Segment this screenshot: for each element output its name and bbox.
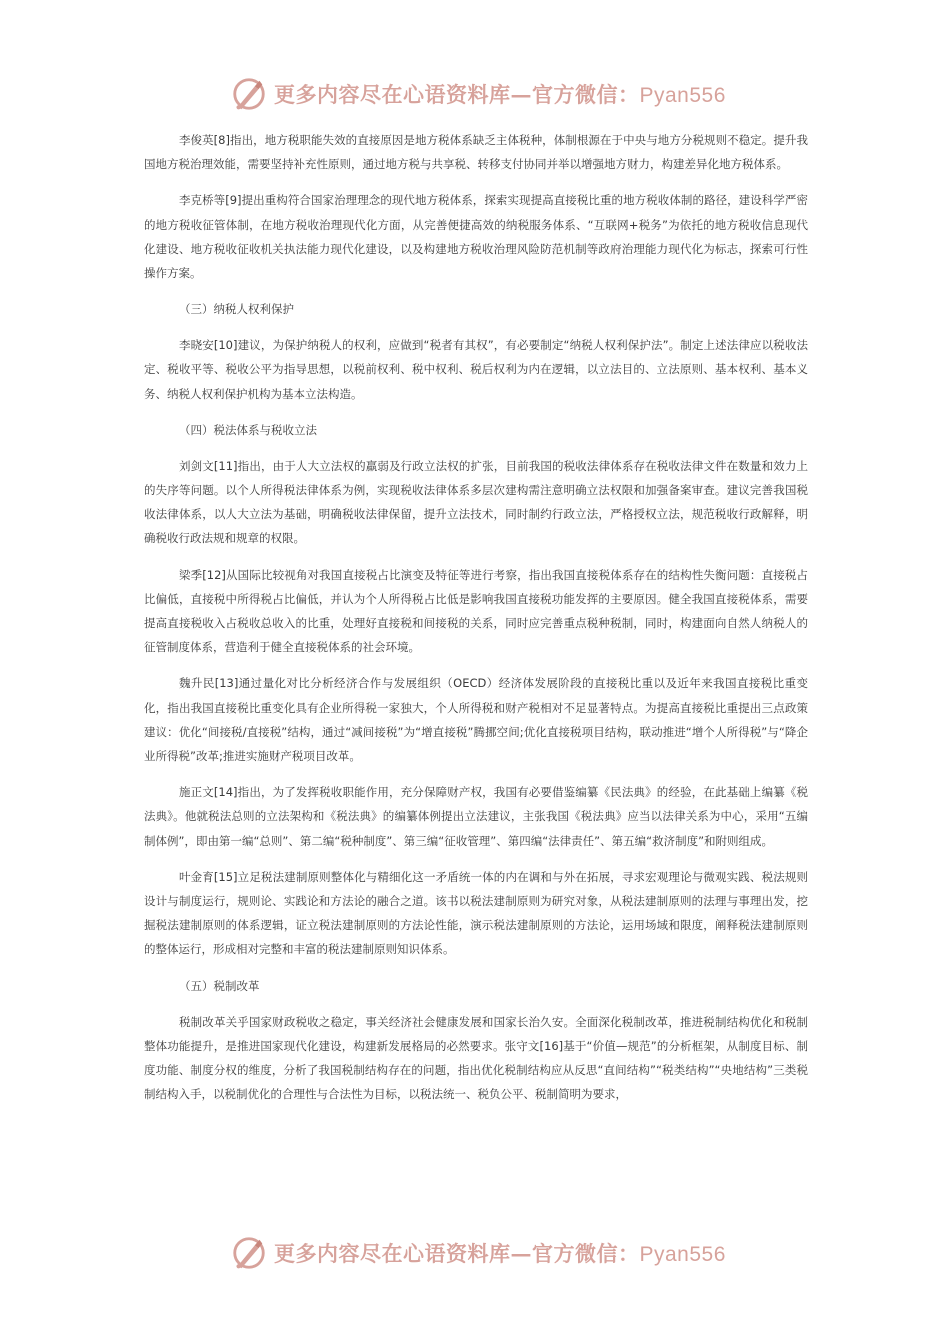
- section-heading-3: （三）纳税人权利保护: [179, 302, 294, 317]
- document-body: [144, 128, 808, 1119]
- paragraph-liang-ji: 梁季[12]从国际比较视角对我国直接税占比演变及特征等进行考察，指出我国直接税体系存在的结构性失衡问题：直接税占比偏低，直接税中所得税占比偏低，并认为个人所得税占比低是影响我国直接税功能发挥的主要原因。健全我国直接税体系，需要提高直接税收入占税收总收入的比重，处理好直接税和间接税的关系，同时应完善重点税种税制，同时，构建面向自然人纳税人的征管制度体系，营造利于健全直接税体系的社会环境。: [144, 567, 808, 655]
- paragraph-liu-jianwen: 刘剑文[11]指出，由于人大立法权的羸弱及行政立法权的扩张，目前我国的税收法律体系存在税收法律文件在数量和效力上的失序等问题。以个人所得税法律体系为例，实现税收法律体系多层次建构需注意明确立法权限和加强备案审查。建议完善我国税收法律体系，以人大立法为基础，明确税收法律保留，提升立法技术，同时制约行政立法，严格授权立法，规范税收行政解释，明确税收行政法规和规章的权限。: [144, 458, 808, 546]
- banner-text: 更多内容尽在心语资料库—官方微信：Pyan556: [274, 82, 726, 107]
- section-heading-5: （五）税制改革: [179, 978, 260, 993]
- paragraph-tax-reform: 税制改革关乎国家财政税收之稳定，事关经济社会健康发展和国家长治久安。全面深化税制改革，推进税制结构优化和税制整体功能提升，是推进国家现代化建设，构建新发展格局的必然要求。张守文[16]基于“价值—规范”的分析框架，从制度目标、制度功能、制度分权的维度，分析了我国税制结构存在的问题，指出优化税制结构应从反思“直间结构”“税类结构”“央地结构”三类税制结构入手，以税制优化的合理性与合法性为目标，以税法统一、税负公平、税制简明为要求，: [144, 1014, 808, 1102]
- paragraph-shi-zhengwen: 施正文[14]指出，为了发挥税收职能作用，充分保障财产权，我国有必要借鉴编纂《民法典》的经验，在此基础上编纂《税法典》。他就税法总则的立法架构和《税法典》的编纂体例提出立法建议，主张我国《税法典》应当以法律关系为中心，采用“五编制体例”，即由第一编“总则”、第二编“税种制度”、第三编“征收管理”、第四编“法律责任”、第五编“救济制度”和附则组成。: [144, 785, 808, 848]
- paragraph-li-keqiao: 李克桥等[9]提出重构符合国家治理理念的现代地方税体系，探索实现提高直接税比重的地方税收体制的路径，建设科学严密的地方税收征管体制，在地方税收治理现代化方面，从完善便捷高效的纳税服务体系、“互联网+税务”为依托的地方税收信息现代化建设、地方税收征收机关执法能力现代化建设，以及构建地方税收治理风险防范机制等政府治理能力现代化为标志，探索可行性操作方案。: [144, 193, 808, 281]
- banner-text: 更多内容尽在心语资料库—官方微信：Pyan556: [274, 1241, 726, 1266]
- paragraph-wei-shengmin: 魏升民[13]通过量化对比分析经济合作与发展组织（OECD）经济体发展阶段的直接税比重以及近年来我国直接税比重变化，指出我国直接税比重变化具有企业所得税一家独大，个人所得税和财产税相对不足显著特点。为提高直接税比重提出三点政策建议：优化“间接税/直接税”结构，通过“减间接税”为“增直接税”腾挪空间;优化直接税项目结构，联动推进“增个人所得税”与“降企业所得税”改革;推进实施财产税项目改革。: [144, 676, 808, 764]
- pen-logo-icon: [230, 1234, 268, 1272]
- header-banner: [230, 74, 730, 114]
- footer-banner: [230, 1233, 730, 1273]
- paragraph-li-junying: 李俊英[8]指出，地方税职能失效的直接原因是地方税体系缺乏主体税种，体制根源在于中央与地方分税规则不稳定。提升我国地方税治理效能，需要坚持补充性原则，通过地方税与共享税、转移支付协同并举以增强地方财力，构建差异化地方税体系。: [144, 133, 808, 172]
- pen-logo-icon: [230, 75, 268, 113]
- paragraph-ye-jinyu: 叶金育[15]立足税法建制原则整体化与精细化这一矛盾统一体的内在调和与外在拓展，寻求宏观理论与微观实践、税法规则设计与制度运行，规则论、实践论和方法论的融合之道。该书以税法建制原则为研究对象，从税法建制原则的法理与事理出发，挖掘税法建制原则的体系逻辑，证立税法建制原则的方法论性能，演示税法建制原则的方法论，运用场域和限度，阐释税法建制原则的整体运行，形成相对完整和丰富的税法建制原则知识体系。: [144, 869, 808, 957]
- paragraph-li-xiaoan: 李晓安[10]建议，为保护纳税人的权利，应做到“税者有其权”，有必要制定“纳税人权利保护法”。制定上述法律应以税收法定、税收平等、税收公平为指导思想，以税前权利、税中权利、税后权利为内在逻辑，以立法目的、立法原则、基本权利、基本义务、纳税人权利保护机构为基本立法构造。: [144, 338, 808, 401]
- section-heading-4: （四）税法体系与税收立法: [179, 422, 317, 437]
